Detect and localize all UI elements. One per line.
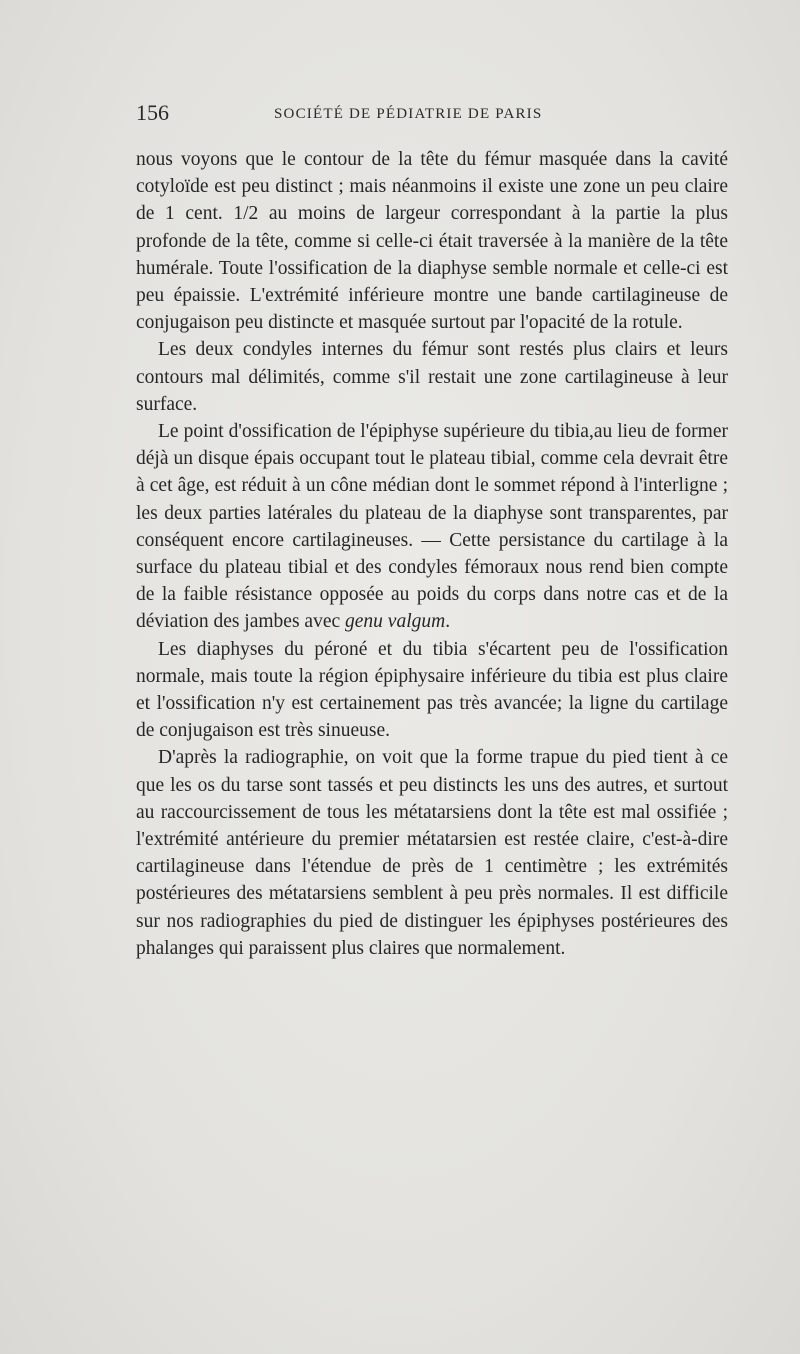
body-text	[136, 146, 728, 962]
running-head: SOCIÉTÉ DE PÉDIATRIE DE PARIS	[274, 106, 543, 122]
italic-term: genu valgum	[345, 611, 446, 633]
page-number: 156	[136, 100, 169, 125]
paragraph	[136, 336, 728, 418]
paragraph-text: Les diaphyses du péroné et du tibia s'écartent peu de l'ossification normale, mais toute la région épiphysaire inférieure du tibia est plus claire et l'ossification n'y est certainement pas très avancée; la ligne du cartilage de conjugaison est très sinueuse.	[136, 638, 728, 742]
paragraph-text: Les deux condyles internes du fémur sont restés plus clairs et leurs contours mal délimités, comme s'il restait une zone cartilagineuse à leur surface.	[136, 339, 728, 415]
page-header	[136, 100, 726, 132]
paragraph-text: Le point d'ossification de l'épiphyse supérieure du tibia,au lieu de former déjà un disque épais occupant tout le plateau tibial, comme cela devrait être à cet âge, est réduit à un cône médian dont le sommet répond à l'interligne ; les deux parties latérales du plateau de la diaphyse sont transparentes, par conséquent encore cartilagineuses. — Cette persistance du cartilage à la surface du plateau tibial et des condyles fémoraux nous rend bien compte de la faible résistance opposée au poids du corps dans notre cas et de la déviation des jambes avec	[136, 421, 728, 633]
paragraph-punctuation: .	[445, 611, 451, 633]
paragraph-text: D'après la radiographie, on voit que la forme trapue du pied tient à ce que les os du tarse sont tassés et peu distincts les uns des autres, et surtout au raccourcissement de tous les métatarsiens dont la tête est mal ossifiée ; l'extrémité antérieure du premier métatarsien est restée claire, c'est-à-dire cartilagineuse dans l'étendue de près de 1 centimètre ; les extrémités postérieures des métatarsiens semblent à peu près normales. Il est difficile sur nos radiographies du pied de distinguer les épiphyses postérieures des phalanges qui paraissent plus claires que normalement.	[136, 747, 728, 959]
paragraph	[136, 418, 728, 636]
paragraph	[136, 146, 728, 336]
paragraph	[136, 636, 728, 745]
paragraph-text: nous voyons que le contour de la tête du fémur masquée dans la cavité cotyloïde est peu distinct ; mais néanmoins il existe une zone un peu claire de 1 cent. 1/2 au moins de largeur correspondant à la partie la plus profonde de la tête, comme si celle-ci était traversée à la manière de la tête humérale. Toute l'ossification de la diaphyse semble normale et celle-ci est peu épaissie. L'extrémité inférieure montre une bande cartilagineuse de conjugaison peu distincte et masquée surtout par l'opacité de la rotule.	[136, 149, 728, 334]
paragraph	[136, 744, 728, 962]
